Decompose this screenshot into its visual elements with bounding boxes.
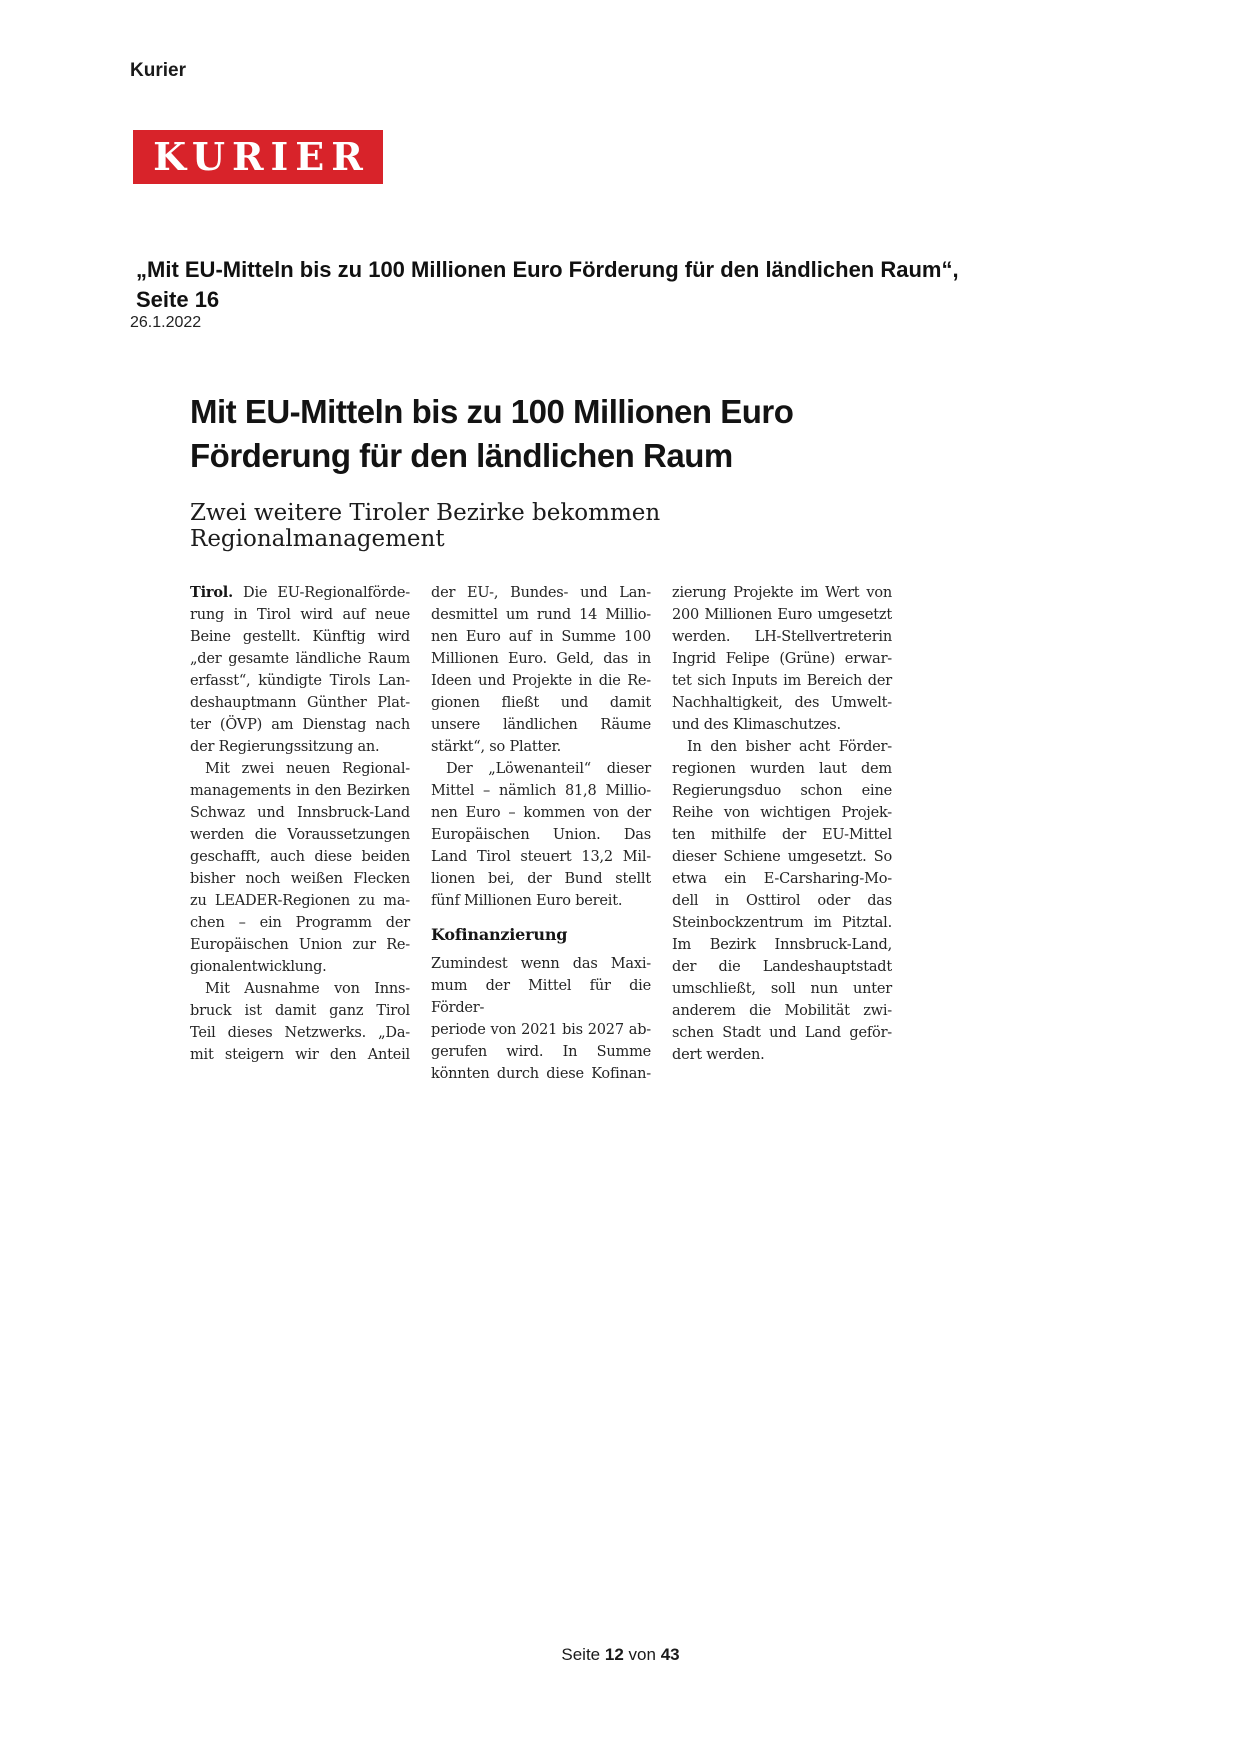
footer-label-seite: Seite xyxy=(561,1645,601,1664)
article-column xyxy=(672,582,892,1085)
article-text-line: managements in den Bezirken xyxy=(190,783,410,799)
article-text-line: regionen wurden laut dem xyxy=(672,761,892,777)
article-text-line: Der „Löwenanteil“ dieser xyxy=(446,761,651,777)
article-text-line: zierung Projekte im Wert von xyxy=(672,585,892,601)
article-text-line: der EU-, Bundes- und Lan- xyxy=(431,585,651,601)
article-text-line: Beine gestellt. Künftig wird xyxy=(190,629,410,645)
article-text-line: Regierungsduo schon eine xyxy=(672,783,892,799)
article-text-line: Ideen und Projekte in die Re- xyxy=(431,673,651,689)
article-headline-line2: Förderung für den ländlichen Raum xyxy=(190,437,733,474)
article-text-line: ter (ÖVP) am Dienstag nach xyxy=(190,717,410,733)
paragraph-lead: Tirol. xyxy=(190,584,233,601)
article-text-line: nen Euro – kommen von der xyxy=(431,805,651,821)
article-text-line: anderem die Mobilität zwi- xyxy=(672,1003,892,1019)
article-text-line: 200 Millionen Euro umgesetzt xyxy=(672,607,892,623)
article-paragraph xyxy=(672,582,892,736)
article-text-line: Zumindest wenn das Maxi- xyxy=(431,956,651,972)
article-text-line: tet sich Inputs im Bereich der xyxy=(672,673,892,689)
article-text-line: desmittel um rund 14 Millio- xyxy=(431,607,651,623)
article-text-line: gionalentwicklung. xyxy=(190,959,327,975)
article-text-line: gionen fließt und damit xyxy=(431,695,651,711)
article-text-line: chen – ein Programm der xyxy=(190,915,410,931)
article-subheadline: Zwei weitere Tiroler Bezirke bekommen Regionalmanagement xyxy=(190,500,661,552)
footer-current-page: 12 xyxy=(604,1645,624,1664)
article-text-line: bruck ist damit ganz Tirol xyxy=(190,1003,410,1019)
source-label: Kurier xyxy=(130,60,186,81)
article-text-line: werden die Voraussetzungen xyxy=(190,827,410,843)
article-paragraph xyxy=(431,582,651,758)
article-text-line: Mittel – nämlich 81,8 Millio- xyxy=(431,783,651,799)
article-text-line: etwa ein E-Carsharing-Mo- xyxy=(672,871,892,887)
article-column xyxy=(431,582,651,1085)
article-text-line: Europäischen Union. Das xyxy=(431,827,651,843)
article-text-line: ten mithilfe der EU-Mittel xyxy=(672,827,892,843)
article-text-line: Teil dieses Netzwerks. „Da- xyxy=(190,1025,410,1041)
article-headline-line1: Mit EU-Mitteln bis zu 100 Millionen Euro xyxy=(190,393,794,430)
article-text-line: nen Euro auf in Summe 100 xyxy=(431,629,651,645)
article xyxy=(190,390,892,1085)
article-text-line: Ingrid Felipe (Grüne) erwar- xyxy=(672,651,892,667)
footer-total-pages: 43 xyxy=(660,1645,680,1664)
article-paragraph xyxy=(431,953,651,1085)
article-text-line: Europäischen Union zur Re- xyxy=(190,937,410,953)
article-text-line: der Regierungssitzung an. xyxy=(190,739,380,755)
article-text-line: Nachhaltigkeit, des Umwelt- xyxy=(672,695,892,711)
clipping-date: 26.1.2022 xyxy=(130,314,202,331)
article-paragraph xyxy=(431,758,651,912)
article-text-line: unsere ländlichen Räume xyxy=(431,717,651,733)
article-text-line: stärkt“, so Platter. xyxy=(431,739,562,755)
column-subhead: Kofinanzierung xyxy=(431,925,568,944)
article-column xyxy=(190,582,410,1085)
article-text-line: bisher noch weißen Flecken xyxy=(190,871,410,887)
article-text-line: In den bisher acht Förder- xyxy=(687,739,892,755)
article-text-line: schen Stadt und Land geför- xyxy=(672,1025,892,1041)
clipping-title: „Mit EU-Mitteln bis zu 100 Millionen Euro Förderung für den ländlichen Raum“, Seite 16 xyxy=(136,257,959,313)
article-text-line: zu LEADER-Regionen zu ma- xyxy=(190,893,410,909)
article-paragraph xyxy=(190,582,410,758)
article-text-line: werden. LH-Stellvertreterin xyxy=(672,629,892,645)
article-text-line: Mit zwei neuen Regional- xyxy=(205,761,410,777)
article-columns xyxy=(190,582,892,1085)
article-text-line: mum der Mittel für die Förder- xyxy=(431,978,651,1016)
article-text-line: umschließt, soll nun unter xyxy=(672,981,892,997)
article-text-line: und des Klimaschutzes. xyxy=(672,717,841,733)
article-paragraph xyxy=(190,758,410,978)
article-text-line: Im Bezirk Innsbruck-Land, xyxy=(672,937,892,953)
kurier-logo-text: KURIER xyxy=(153,134,370,179)
article-text-line: Mit Ausnahme von Inns- xyxy=(205,981,410,997)
article-text-line: erfasst“, kündigte Tirols Lan- xyxy=(190,673,410,689)
article-text-line: deshauptmann Günther Plat- xyxy=(190,695,410,711)
article-text-line: geschafft, auch diese beiden xyxy=(190,849,410,865)
article-text-line: dieser Schiene umgesetzt. So xyxy=(672,849,892,865)
article-text-line: lionen bei, der Bund stellt xyxy=(431,871,651,887)
kurier-logo xyxy=(133,130,383,184)
article-text-line: Land Tirol steuert 13,2 Mil- xyxy=(431,849,651,865)
article-text-line: Millionen Euro. Geld, das in xyxy=(431,651,651,667)
article-text-line: der die Landeshauptstadt xyxy=(672,959,892,975)
article-paragraph xyxy=(672,736,892,1066)
article-text-line: rung in Tirol wird auf neue xyxy=(190,607,410,623)
article-paragraph xyxy=(190,978,410,1066)
article-text-line: dert werden. xyxy=(672,1047,765,1063)
page-footer xyxy=(0,1645,1241,1665)
article-text-line: fünf Millionen Euro bereit. xyxy=(431,893,623,909)
article-text-line: Tirol. Die EU-Regionalförde- xyxy=(190,584,410,601)
article-text-line: periode von 2021 bis 2027 ab- xyxy=(431,1022,651,1038)
footer-label-von: von xyxy=(628,1645,656,1664)
article-text-line: könnten durch diese Kofinan- xyxy=(431,1066,651,1082)
article-text-line: dell in Osttirol oder das xyxy=(672,893,892,909)
article-text-line: Steinbockzentrum im Pitztal. xyxy=(672,915,892,931)
article-text-line: Schwaz und Innsbruck-Land xyxy=(190,805,410,821)
article-text-line: gerufen wird. In Summe xyxy=(431,1044,651,1060)
article-text-line: Reihe von wichtigen Projek- xyxy=(672,805,892,821)
article-text-line: mit steigern wir den Anteil xyxy=(190,1047,410,1063)
article-text-line: „der gesamte ländliche Raum xyxy=(190,651,410,667)
